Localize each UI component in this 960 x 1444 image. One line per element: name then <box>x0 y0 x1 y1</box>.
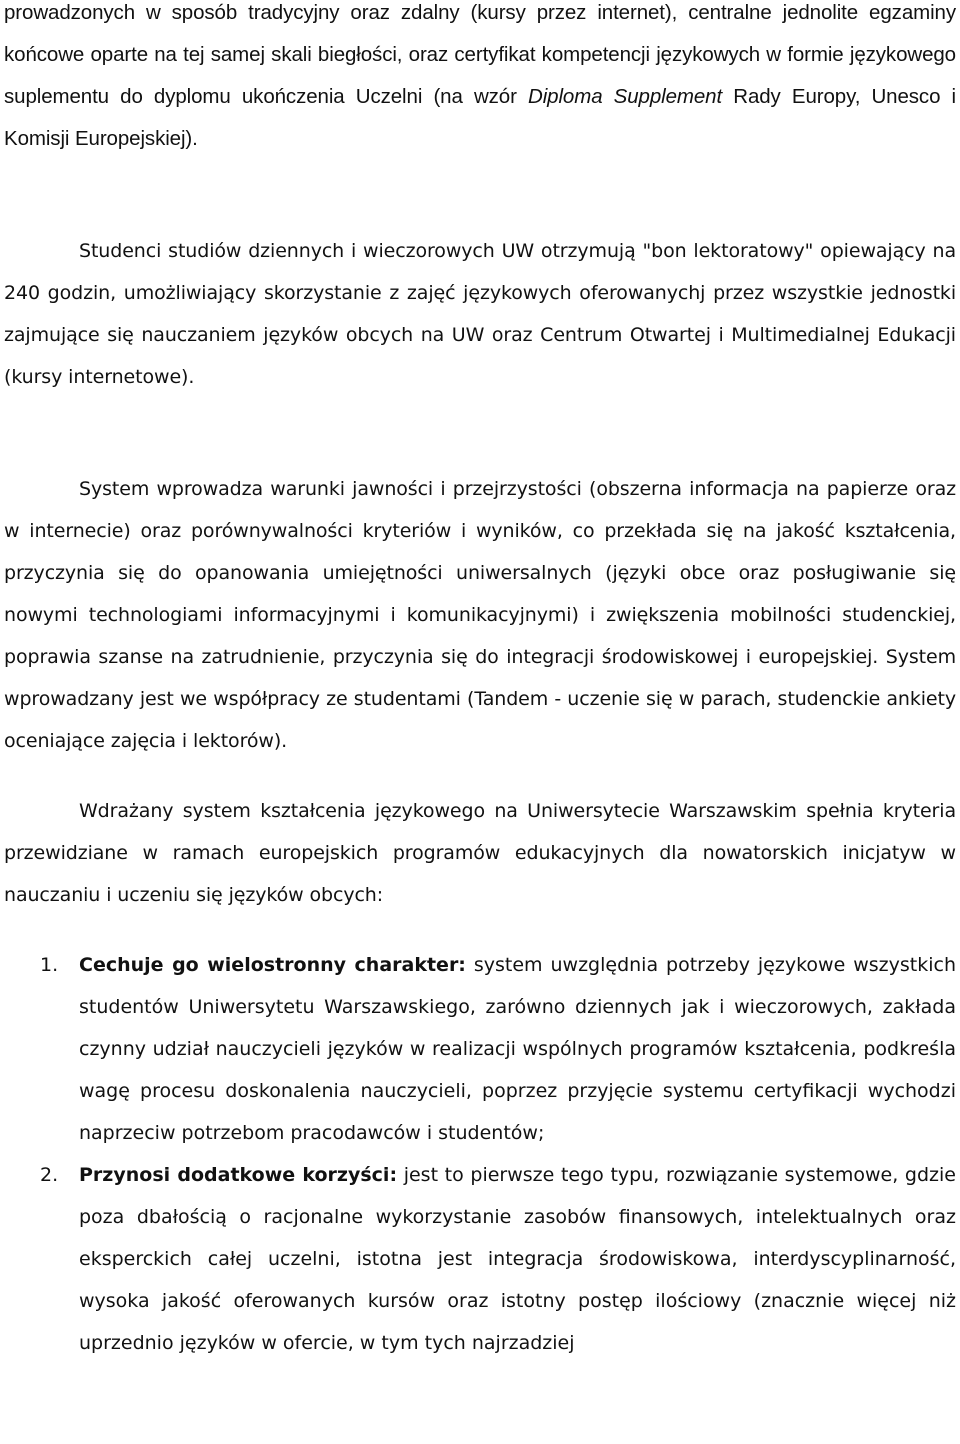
paragraph-1-text-end: Rady Europy, Unesco i Komisji Europejskiej). <box>4 85 956 150</box>
paragraph-3: System wprowadza warunki jawności i przejrzystości (obszerna informacja na papierze oraz w internecie) oraz porównywalności kryteriów i wyników, co przekłada się na jakość kształcenia, przyczynia się do opanowania umiejętności uniwersalnych (języki obce oraz posługiwanie się nowymi technologiami informacyjnymi i komunikacyjnymi) i zwiększenia mobilności studenckiej, poprawia szanse na zatrudnienie, przyczynia się do integracji środowiskowej i europejskiej. System wprowadzany jest we współpracy ze studentami (Tandem - uczenie się w parach, studenckie ankiety oceniające zajęcia i lektorów). <box>4 478 956 752</box>
list-item <box>4 1154 956 1364</box>
paragraph-1-text-start: prowadzonych w sposób tradycyjny oraz zdalny (kursy przez internet), centralne jednolite egzaminy końcowe oparte na tej samej skali biegłości, oraz certyfikat kompetencji językowych w formie językowego suplementu do dyplomu ukończenia Uczelni (na wzór <box>4 1 956 108</box>
paragraph-2: Studenci studiów dziennych i wieczorowych UW otrzymują "bon lektoratowy" opiewający na 240 godzin, umożliwiający skorzystanie z zajęć językowych oferowanychj przez wszystkie jednostki zajmujące się nauczaniem języków obcych na UW oraz Centrum Otwartej i Multimedialnej Edukacji (kursy internetowe). <box>4 240 956 388</box>
paragraph-1 <box>4 0 956 160</box>
list-item-number: 2. <box>40 1164 59 1186</box>
paragraph-1-italic-term: Diploma Supplement <box>528 85 723 108</box>
list-item-text: system uwzględnia potrzeby językowe wszystkich studentów Uniwersytetu Warszawskiego, zarówno dziennych jak i wieczorowych, zakłada czynny udział nauczycieli języków w realizacji wspólnych programów kształcenia, podkreśla wagę procesu doskonalenia nauczycieli, poprzez przyjęcie systemu certyfikacji wychodzi naprzeciw potrzebom pracodawców i studentów; <box>79 954 956 1144</box>
criteria-list <box>4 944 956 1364</box>
list-item-heading: Cechuje go wielostronny charakter: <box>79 954 466 976</box>
paragraph-4: Wdrażany system kształcenia językowego na Uniwersytecie Warszawskim spełnia kryteria przewidziane w ramach europejskich programów edukacyjnych dla nowatorskich inicjatyw w nauczaniu i uczeniu się języków obcych: <box>4 800 956 906</box>
list-item <box>4 944 956 1154</box>
document-page <box>4 0 956 1364</box>
list-item-number: 1. <box>40 954 59 976</box>
list-item-heading: Przynosi dodatkowe korzyści: <box>79 1164 398 1186</box>
list-item-text: jest to pierwsze tego typu, rozwiązanie systemowe, gdzie poza dbałością o racjonalne wykorzystanie zasobów finansowych, intelektualnych oraz eksperckich całej uczelni, istotna jest integracja środowiskowa, interdyscyplinarność, wysoka jakość oferowanych kursów oraz istotny postęp ilościowy (znacznie więcej niż uprzednio języków w ofercie, w tym tych najrzadziej <box>79 1164 956 1354</box>
